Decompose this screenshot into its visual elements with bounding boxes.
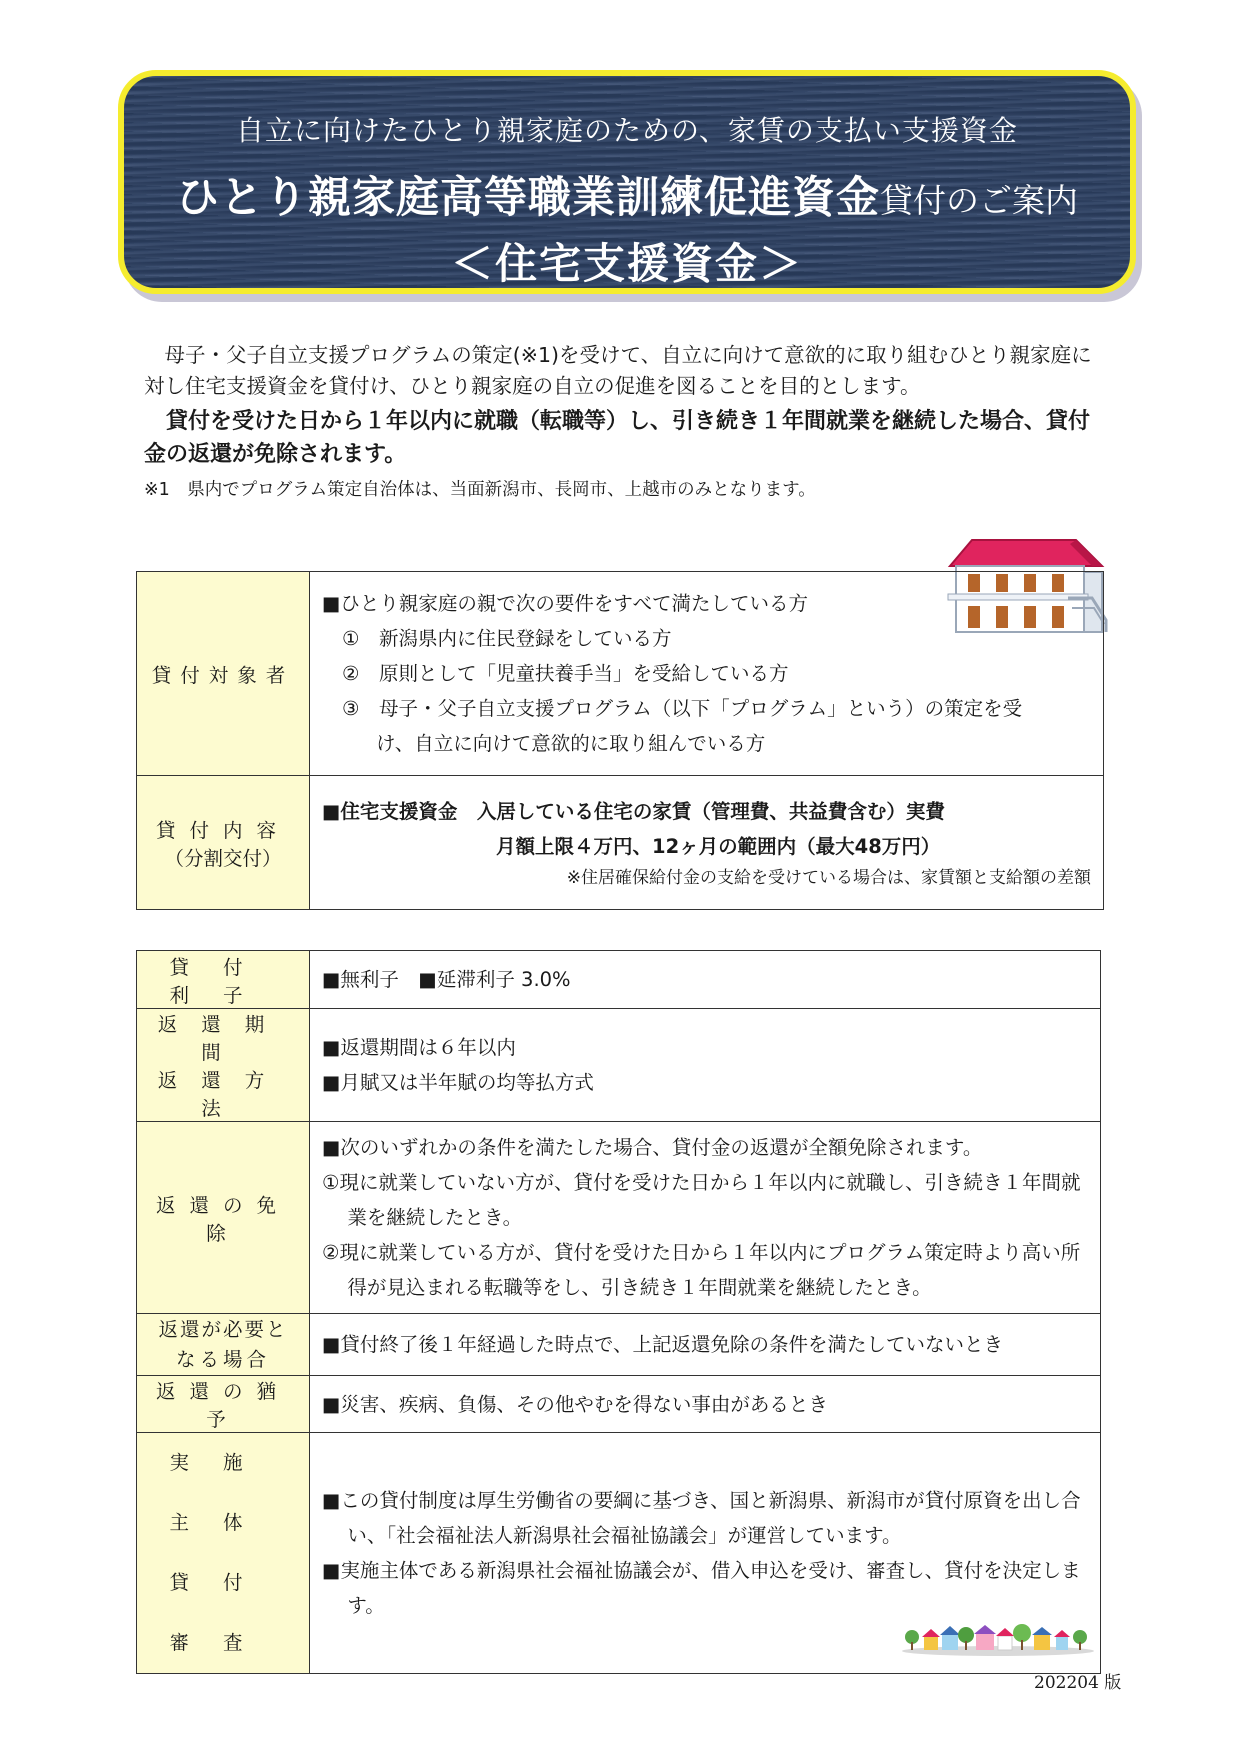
- repayment-label: 返還期間 返還方法: [137, 1009, 310, 1122]
- terms-table: [136, 950, 1101, 1674]
- town-illustration: [900, 1617, 1096, 1657]
- exemption-label: 返還の免除: [137, 1122, 310, 1314]
- interest-label: 貸付利子: [137, 951, 310, 1009]
- version-label: 202204 版: [1034, 1673, 1122, 1693]
- interest-value: ■無利子 ■延滞利子 3.0%: [310, 951, 1101, 1009]
- operator-item: ■実施主体である新潟県社会福祉協議会が、借入申込を受け、審査し、貸付を決定します。: [322, 1559, 1081, 1617]
- repayment-line: ■月賦又は半年賦の均等払方式: [322, 1071, 594, 1094]
- intro-highlight: 貸付を受けた日から１年以内に就職（転職等）し、引き続き１年間就業を継続した場合、貸付金の返還が免除されます。: [144, 409, 1091, 467]
- required-value: ■貸付終了後１年経過した時点で、上記返還免除の条件を満たしていないとき: [310, 1314, 1101, 1376]
- target-lead: ■ひとり親家庭の親で次の要件をすべて満たしている方: [322, 592, 809, 615]
- target-item: ② 原則として「児童扶養手当」を受給している方: [342, 662, 789, 685]
- grace-row: [137, 1376, 1101, 1433]
- repayment-content: [310, 1009, 1101, 1122]
- required-label: 返還が必要と なる場合: [137, 1314, 310, 1376]
- content-label-sub: （分割交付）: [164, 846, 282, 870]
- grace-value: ■災害、疾病、負傷、その他やむを得ない事由があるとき: [310, 1376, 1101, 1433]
- operator-label: 実施主体 貸付審査: [137, 1433, 310, 1674]
- target-content: [310, 572, 1104, 776]
- content-label: 貸付内容 （分割交付）: [137, 776, 310, 910]
- required-row: [137, 1314, 1101, 1376]
- banner-title-sub: ＜住宅支援資金＞: [450, 239, 803, 288]
- banner-title-main: ひとり親家庭高等職業訓練促進資金: [176, 173, 880, 223]
- banner-subtitle: 自立に向けたひとり親家庭のための、家賃の支払い支援資金: [236, 114, 1018, 147]
- content-line: ■住宅支援資金 入居している住宅の家賃（管理費、共益費含む）実費: [322, 799, 945, 823]
- banner-title-suffix: 貸付のご案内: [880, 181, 1078, 220]
- exemption-content: [310, 1122, 1101, 1314]
- exemption-item: ①現に就業していない方が、貸付を受けた日から１年以内に就職し、引き続き１年間就業を継続したとき。: [322, 1171, 1081, 1229]
- intro-section: [144, 340, 1099, 506]
- grace-label: 返還の猶予: [137, 1376, 310, 1433]
- target-item: け、自立に向けて意欲的に取り組んでいる方: [376, 732, 766, 755]
- repayment-row: [137, 1009, 1101, 1122]
- banner-title: [124, 164, 1130, 225]
- content-line: 月額上限４万円、12ヶ月の範囲内（最大48万円）: [496, 834, 941, 858]
- exemption-item: ②現に就業している方が、貸付を受けた日から１年以内にプログラム策定時より高い所得が見込まれる転職等をし、引き続き１年間就業を継続したとき。: [322, 1241, 1081, 1299]
- target-label: 貸付対象者: [137, 572, 310, 776]
- target-item: ③ 母子・父子自立支援プログラム（以下「プログラム」という）の策定を受: [342, 697, 1023, 720]
- intro-paragraph: 母子・父子自立支援プログラムの策定(※1)を受けて、自立に向けて意欲的に取り組むひとり親家庭に対し住宅支援資金を貸付け、ひとり親家庭の自立の促進を図ることを目的とします。: [144, 343, 1092, 398]
- interest-row: [137, 951, 1101, 1009]
- content-detail: [310, 776, 1104, 910]
- exemption-lead: ■次のいずれかの条件を満たした場合、貸付金の返還が全額免除されます。: [322, 1136, 983, 1159]
- title-banner: [118, 70, 1136, 294]
- content-note: ※住居確保給付金の支給を受けている場合は、家賃額と支給額の差額: [566, 867, 1091, 888]
- exemption-row: [137, 1122, 1101, 1314]
- target-row: [137, 572, 1104, 776]
- content-row: [137, 776, 1104, 910]
- intro-note: ※1 県内でプログラム策定自治体は、当面新潟市、長岡市、上越市のみとなります。: [144, 480, 816, 500]
- operator-item: ■この貸付制度は厚生労働省の要綱に基づき、国と新潟県、新潟市が貸付原資を出し合い、「社会福祉法人新潟県社会福祉協議会」が運営しています。: [322, 1489, 1081, 1547]
- target-item: ① 新潟県内に住民登録をしている方: [342, 627, 672, 650]
- eligibility-table: [136, 571, 1104, 910]
- repayment-line: ■返還期間は６年以内: [322, 1036, 516, 1059]
